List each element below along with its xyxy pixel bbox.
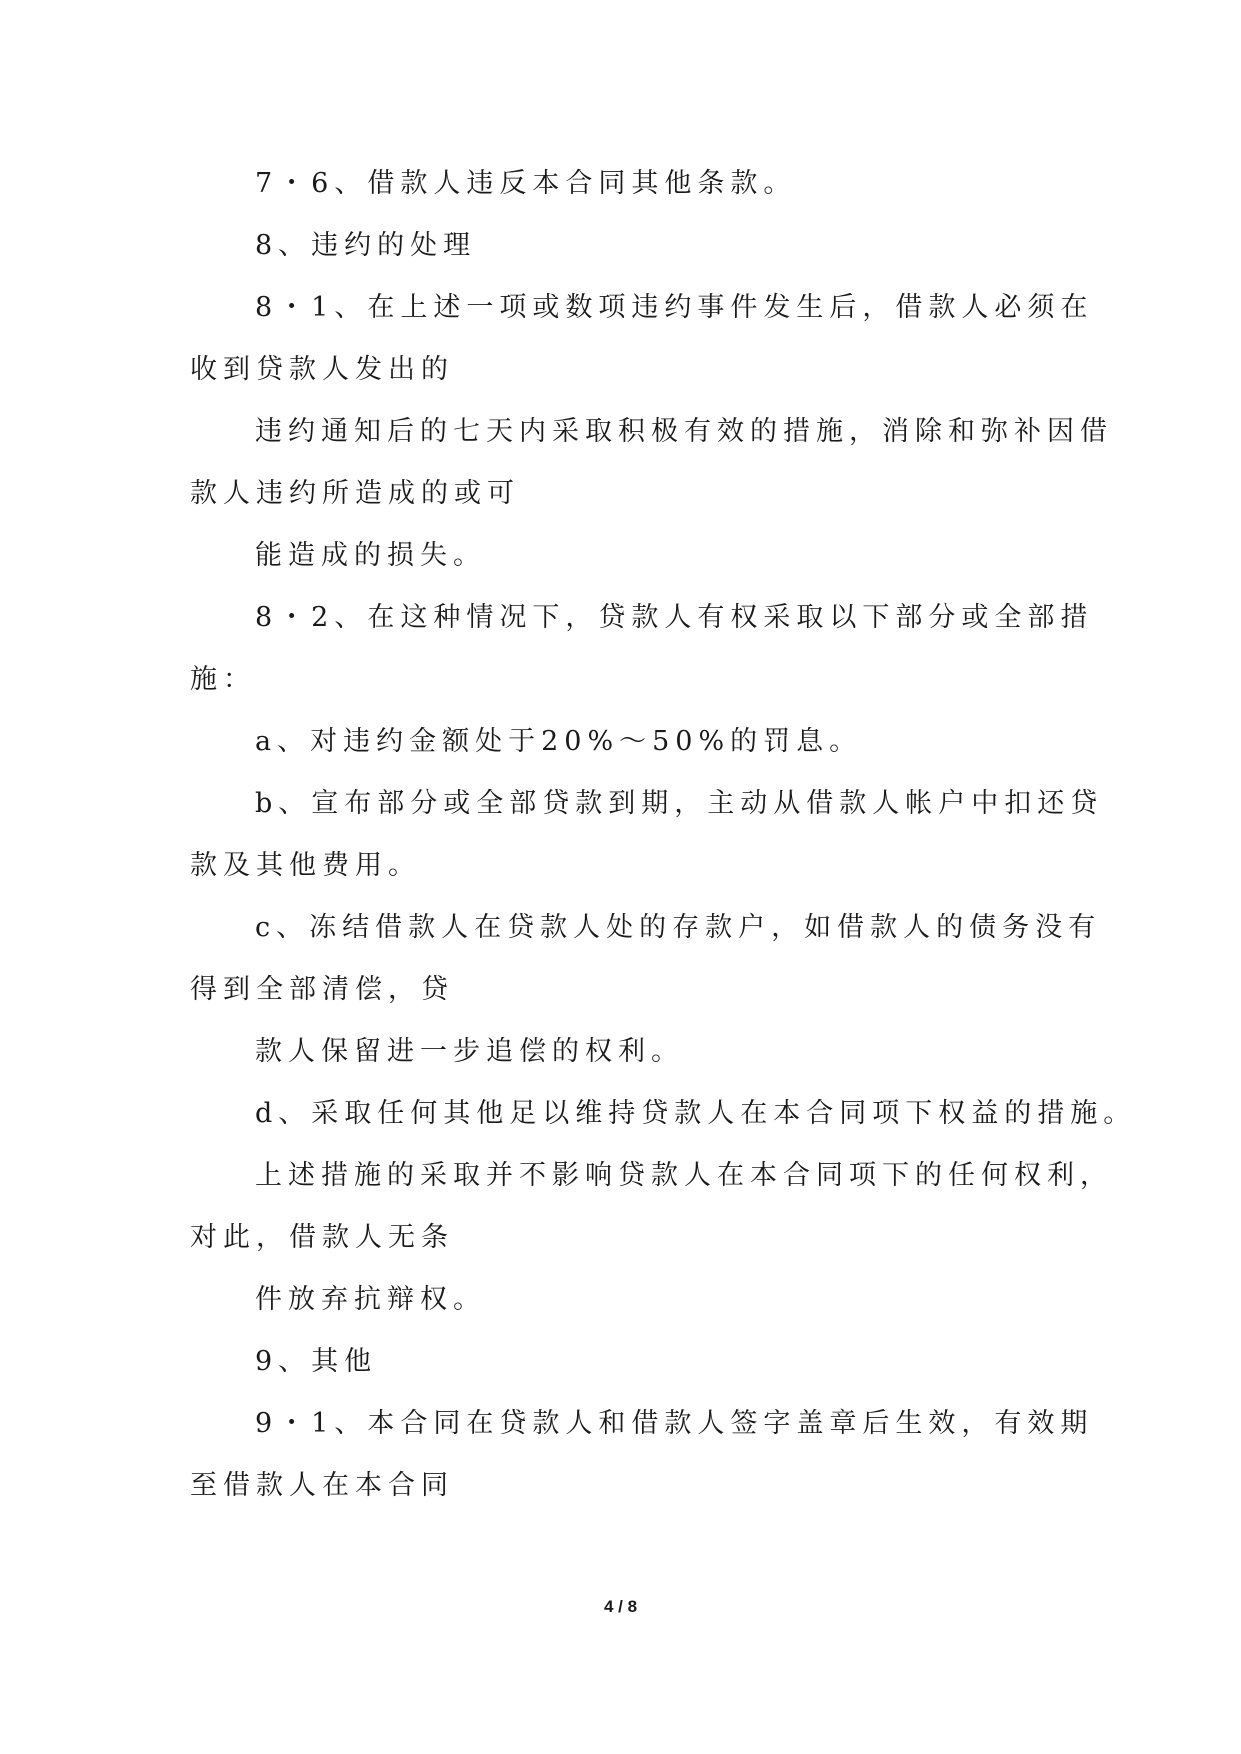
text-line: 对此，借款人无条 [190, 1222, 454, 1253]
text-line: 施： [190, 664, 256, 695]
text-line: 至借款人在本合同 [190, 1470, 454, 1501]
text-line: 8・2、在这种情况下，贷款人有权采取以下部分或全部措 [255, 602, 1094, 633]
text-line: 8・1、在上述一项或数项违约事件发生后，借款人必须在 [255, 292, 1094, 323]
text-line: 违约通知后的七天内采取积极有效的措施，消除和弥补因借 [255, 416, 1113, 447]
section-heading: 8、违约的处理 [255, 230, 477, 261]
text-line: 收到贷款人发出的 [190, 354, 454, 385]
text-line: 款人保留进一步追偿的权利。 [255, 1036, 684, 1067]
section-heading: 9、其他 [255, 1346, 378, 1377]
text-line: 款人违约所造成的或可 [190, 478, 520, 509]
text-line: 7・6、借款人违反本合同其他条款。 [255, 168, 797, 199]
text-line: 上述措施的采取并不影响贷款人在本合同项下的任何权利， [255, 1160, 1113, 1191]
text-line: d、采取任何其他足以维持贷款人在本合同项下权益的措施。 [255, 1098, 1137, 1129]
text-line: 能造成的损失。 [255, 540, 486, 571]
text-line: b、宣布部分或全部贷款到期，主动从借款人帐户中扣还贷 [255, 788, 1104, 819]
text-line: 9・1、本合同在贷款人和借款人签字盖章后生效，有效期 [255, 1408, 1094, 1439]
text-line: 件放弃抗辩权。 [255, 1284, 486, 1315]
text-line: a、对违约金额处于20%～50%的罚息。 [255, 726, 863, 757]
text-line: 款及其他费用。 [190, 850, 421, 881]
text-line: 得到全部清偿，贷 [190, 974, 454, 1005]
page-number: 4 / 8 [603, 1597, 638, 1616]
text-line: c、冻结借款人在贷款人处的存款户，如借款人的债务没有 [255, 912, 1102, 943]
